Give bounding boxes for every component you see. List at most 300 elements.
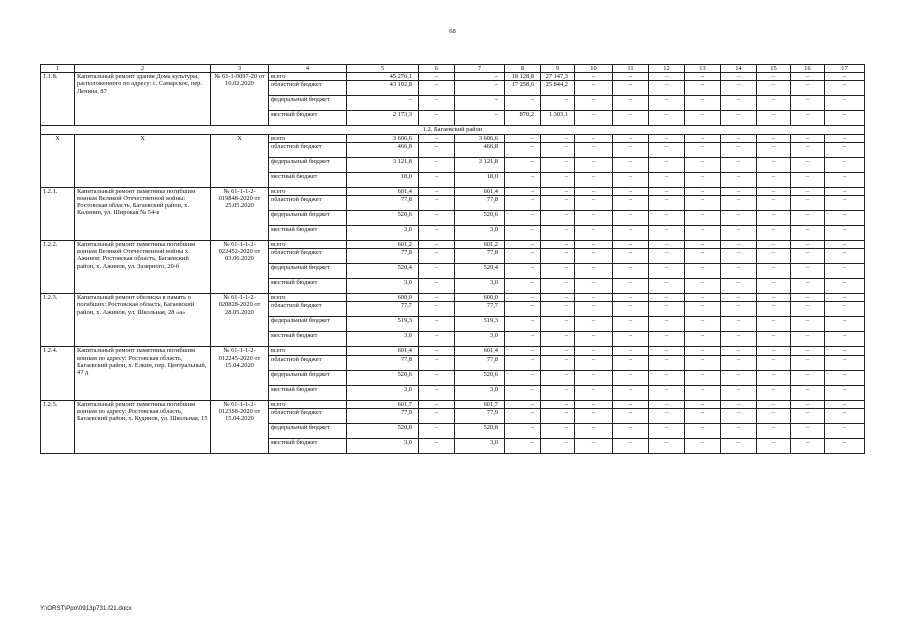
column-number: 5 (347, 65, 419, 73)
value-total: 601,4 (347, 187, 419, 195)
value-col11: – (613, 142, 649, 157)
column-number: 14 (721, 65, 757, 73)
value-col10: – (575, 438, 613, 453)
value-col13: – (685, 355, 721, 370)
value-col13: – (685, 157, 721, 172)
value-col11: – (613, 332, 649, 347)
column-number: 15 (757, 65, 791, 73)
value-col12: – (649, 134, 685, 142)
value-col9: – (541, 157, 575, 172)
value-col11: – (613, 172, 649, 187)
value-col15: – (757, 73, 791, 81)
value-col12: – (649, 157, 685, 172)
value-col14: – (721, 142, 757, 157)
value-col13: – (685, 370, 721, 385)
value-col16: – (791, 226, 825, 241)
value-col12: – (649, 172, 685, 187)
value-col8: – (505, 172, 541, 187)
funding-source: областной бюджет (269, 302, 347, 317)
value-col14: – (721, 302, 757, 317)
value-col10: – (575, 423, 613, 438)
value-col11: – (613, 264, 649, 279)
value-col7: 519,3 (455, 317, 505, 332)
value-col7: 3 121,8 (455, 157, 505, 172)
value-col17: – (825, 111, 865, 126)
value-col17: – (825, 249, 865, 264)
column-number: 10 (575, 65, 613, 73)
object-name: Капитальный ремонт памятника погибшим воинам Великой Отечественной войны: Ростовская область, Багаевский район, х. Калинин, ул. Широкая № 54-в (75, 187, 211, 240)
value-col6: – (419, 355, 455, 370)
value-col7: – (455, 73, 505, 81)
value-col6: – (419, 249, 455, 264)
funding-source: местный бюджет (269, 172, 347, 187)
value-col10: – (575, 302, 613, 317)
table-row (41, 241, 865, 249)
value-col11: – (613, 73, 649, 81)
value-col15: – (757, 423, 791, 438)
value-col13: – (685, 438, 721, 453)
value-col11: – (613, 81, 649, 96)
column-number: 4 (269, 65, 347, 73)
value-col15: – (757, 211, 791, 226)
object-name: Капитальный ремонт памятника погибшим воинам Великой Отечественной войны х. Ажинов: Ростовская область, Багаевский район, х. Ажинов, ул. Зазярного, 20-б (75, 241, 211, 294)
value-col6: – (419, 438, 455, 453)
value-col13: – (685, 423, 721, 438)
value-col15: – (757, 400, 791, 408)
value-col10: – (575, 211, 613, 226)
column-number: 1 (41, 65, 75, 73)
value-col15: – (757, 142, 791, 157)
value-col9: – (541, 423, 575, 438)
value-col6: – (419, 157, 455, 172)
value-total: 601,7 (347, 400, 419, 408)
value-col12: – (649, 332, 685, 347)
funding-source: областной бюджет (269, 355, 347, 370)
value-col13: – (685, 332, 721, 347)
value-col16: – (791, 187, 825, 195)
value-col9: – (541, 408, 575, 423)
value-col13: – (685, 294, 721, 302)
value-col9: – (541, 294, 575, 302)
item-number: 1.2.4. (41, 347, 75, 400)
funding-source: федеральный бюджет (269, 370, 347, 385)
value-col17: – (825, 347, 865, 355)
value-col7: – (455, 96, 505, 111)
value-col16: – (791, 279, 825, 294)
funding-source: местный бюджет (269, 385, 347, 400)
value-col17: – (825, 96, 865, 111)
value-col12: – (649, 423, 685, 438)
value-col17: – (825, 370, 865, 385)
value-col12: – (649, 81, 685, 96)
value-col15: – (757, 317, 791, 332)
value-col16: – (791, 400, 825, 408)
funding-source: местный бюджет (269, 226, 347, 241)
value-col17: – (825, 142, 865, 157)
value-col15: – (757, 294, 791, 302)
value-col10: – (575, 187, 613, 195)
value-col9: – (541, 134, 575, 142)
value-col10: – (575, 73, 613, 81)
column-number: 8 (505, 65, 541, 73)
value-col10: – (575, 96, 613, 111)
value-col6: – (419, 279, 455, 294)
value-col15: – (757, 347, 791, 355)
object-name: Капитальный ремонт памятника погибшим воинам по адресу: Ростовская область, Багаевский район, х. Елкин, пер. Центральный, 47 д (75, 347, 211, 400)
value-col13: – (685, 142, 721, 157)
value-col12: – (649, 400, 685, 408)
value-col14: – (721, 400, 757, 408)
value-col17: – (825, 226, 865, 241)
value-col8: – (505, 96, 541, 111)
expertise-doc: № 61-1-1-2-022452-2020 от 03.06.2020 (211, 241, 269, 294)
value-col7: 520,4 (455, 264, 505, 279)
value-col8: – (505, 355, 541, 370)
page-number: 68 (449, 28, 456, 35)
value-col11: – (613, 347, 649, 355)
value-col10: – (575, 370, 613, 385)
value-col13: – (685, 73, 721, 81)
value-col8: – (505, 332, 541, 347)
value-col16: – (791, 172, 825, 187)
value-col7: 520,8 (455, 423, 505, 438)
value-col8: 18 128,8 (505, 73, 541, 81)
value-col15: – (757, 241, 791, 249)
value-col15: – (757, 332, 791, 347)
value-col7: 601,4 (455, 347, 505, 355)
value-col16: – (791, 196, 825, 211)
value-col12: – (649, 385, 685, 400)
value-col8: – (505, 438, 541, 453)
value-col8: – (505, 157, 541, 172)
value-col10: – (575, 400, 613, 408)
table-body (41, 65, 865, 454)
value-col10: – (575, 332, 613, 347)
value-col11: – (613, 423, 649, 438)
value-col17: – (825, 157, 865, 172)
value-col8: – (505, 408, 541, 423)
value-col15: – (757, 249, 791, 264)
value-col13: – (685, 400, 721, 408)
object-name: Капитальный ремонт обелиска в память о погибших: Ростовская область, Багаевский район, х. Ажинов, ул. Школьная, 28 «а» (75, 294, 211, 347)
value-col16: – (791, 408, 825, 423)
value-col12: – (649, 317, 685, 332)
value-col9: 1 303,1 (541, 111, 575, 126)
expertise-doc: № 61-1-1-2-019848-2020 от 25.05.2020 (211, 187, 269, 240)
value-col10: – (575, 249, 613, 264)
value-col14: – (721, 196, 757, 211)
funding-source: местный бюджет (269, 438, 347, 453)
value-col16: – (791, 264, 825, 279)
value-col14: – (721, 317, 757, 332)
value-col9: – (541, 241, 575, 249)
value-col15: – (757, 111, 791, 126)
expertise-doc: № 61-1-0097-20 от 10.02.2020 (211, 73, 269, 126)
header-row (41, 65, 865, 73)
value-col14: – (721, 438, 757, 453)
funding-source: местный бюджет (269, 332, 347, 347)
funding-source: всего (269, 187, 347, 195)
value-col12: – (649, 302, 685, 317)
value-total: 601,4 (347, 347, 419, 355)
value-col13: – (685, 347, 721, 355)
value-col12: – (649, 96, 685, 111)
value-col10: – (575, 355, 613, 370)
value-total: 519,3 (347, 317, 419, 332)
value-col9: – (541, 385, 575, 400)
value-col17: – (825, 264, 865, 279)
value-col7: 601,4 (455, 187, 505, 195)
value-col16: – (791, 370, 825, 385)
value-col9: – (541, 347, 575, 355)
value-col9: – (541, 211, 575, 226)
value-col11: – (613, 400, 649, 408)
value-col10: – (575, 196, 613, 211)
value-col11: – (613, 196, 649, 211)
value-col16: – (791, 142, 825, 157)
value-col17: – (825, 241, 865, 249)
value-col14: – (721, 211, 757, 226)
funding-source: федеральный бюджет (269, 423, 347, 438)
value-col14: – (721, 226, 757, 241)
value-col13: – (685, 249, 721, 264)
value-col16: – (791, 96, 825, 111)
value-col9: – (541, 187, 575, 195)
value-total: 520,8 (347, 423, 419, 438)
value-col8: – (505, 385, 541, 400)
funding-source: областной бюджет (269, 408, 347, 423)
value-col16: – (791, 438, 825, 453)
value-col15: – (757, 264, 791, 279)
value-total: 520,4 (347, 264, 419, 279)
value-col11: – (613, 187, 649, 195)
value-col9: – (541, 438, 575, 453)
value-col12: – (649, 264, 685, 279)
value-total: 466,8 (347, 142, 419, 157)
value-col7: 77,9 (455, 408, 505, 423)
value-col11: – (613, 96, 649, 111)
value-col15: – (757, 438, 791, 453)
value-col13: – (685, 81, 721, 96)
value-col16: – (791, 73, 825, 81)
value-col7: 520,6 (455, 370, 505, 385)
value-col13: – (685, 172, 721, 187)
value-col7: – (455, 81, 505, 96)
value-col12: – (649, 226, 685, 241)
value-col14: – (721, 355, 757, 370)
value-total: 600,0 (347, 294, 419, 302)
value-col17: – (825, 187, 865, 195)
value-col10: – (575, 347, 613, 355)
value-total: 77,8 (347, 249, 419, 264)
value-col17: – (825, 211, 865, 226)
value-col10: – (575, 279, 613, 294)
value-col15: – (757, 408, 791, 423)
value-col8: – (505, 347, 541, 355)
value-total: – (347, 96, 419, 111)
column-number: 11 (613, 65, 649, 73)
value-col8: – (505, 211, 541, 226)
value-col6: – (419, 172, 455, 187)
value-col16: – (791, 347, 825, 355)
value-col13: – (685, 317, 721, 332)
value-col7: – (455, 111, 505, 126)
table-row (41, 73, 865, 81)
value-col14: – (721, 347, 757, 355)
value-col14: – (721, 370, 757, 385)
value-total: 77,8 (347, 355, 419, 370)
value-col10: – (575, 81, 613, 96)
column-number: 9 (541, 65, 575, 73)
value-total: 3,0 (347, 332, 419, 347)
value-col9: – (541, 172, 575, 187)
value-col13: – (685, 96, 721, 111)
item-number: 1.2.1. (41, 187, 75, 240)
value-col6: – (419, 347, 455, 355)
value-col17: – (825, 400, 865, 408)
value-total: 3 606,6 (347, 134, 419, 142)
value-col7: 600,0 (455, 294, 505, 302)
value-col15: – (757, 81, 791, 96)
value-col10: – (575, 157, 613, 172)
value-col10: – (575, 294, 613, 302)
value-col12: – (649, 187, 685, 195)
value-total: 77,9 (347, 408, 419, 423)
value-col16: – (791, 294, 825, 302)
value-col13: – (685, 111, 721, 126)
value-col8: – (505, 279, 541, 294)
column-number: 17 (825, 65, 865, 73)
value-col15: – (757, 385, 791, 400)
funding-source: областной бюджет (269, 196, 347, 211)
column-number: 12 (649, 65, 685, 73)
value-col7: 18,0 (455, 172, 505, 187)
value-col14: – (721, 187, 757, 195)
value-col7: 601,7 (455, 400, 505, 408)
value-col6: – (419, 294, 455, 302)
value-col15: – (757, 187, 791, 195)
value-col13: – (685, 385, 721, 400)
value-col6: – (419, 211, 455, 226)
value-col6: – (419, 241, 455, 249)
value-col6: – (419, 96, 455, 111)
object-name: Капитальный ремонт здания Дома культуры, расположенного по адресу: с. Самарское, пер. Ленина, 87 (75, 73, 211, 126)
value-col11: – (613, 385, 649, 400)
value-col13: – (685, 134, 721, 142)
value-col6: – (419, 73, 455, 81)
value-col11: – (613, 157, 649, 172)
value-total: 77,7 (347, 302, 419, 317)
value-col12: – (649, 111, 685, 126)
value-col9: – (541, 302, 575, 317)
value-col16: – (791, 241, 825, 249)
funding-source: всего (269, 294, 347, 302)
value-col6: – (419, 264, 455, 279)
value-col14: – (721, 134, 757, 142)
value-col15: – (757, 134, 791, 142)
value-col14: – (721, 73, 757, 81)
value-col15: – (757, 96, 791, 111)
value-col13: – (685, 187, 721, 195)
value-col14: – (721, 249, 757, 264)
value-col12: – (649, 279, 685, 294)
value-col6: – (419, 332, 455, 347)
value-col9: – (541, 317, 575, 332)
funding-source: федеральный бюджет (269, 96, 347, 111)
value-col6: – (419, 134, 455, 142)
value-col9: 25 844,2 (541, 81, 575, 96)
value-col8: – (505, 241, 541, 249)
value-col16: – (791, 81, 825, 96)
value-col17: – (825, 408, 865, 423)
funding-source: федеральный бюджет (269, 264, 347, 279)
funding-source: федеральный бюджет (269, 157, 347, 172)
value-col9: – (541, 370, 575, 385)
funding-source: всего (269, 400, 347, 408)
table-row (41, 134, 865, 142)
value-col8: – (505, 196, 541, 211)
value-col8: – (505, 423, 541, 438)
value-col7: 3,0 (455, 332, 505, 347)
value-col6: – (419, 370, 455, 385)
value-col14: – (721, 111, 757, 126)
value-col11: – (613, 370, 649, 385)
item-number: 1.2.5. (41, 400, 75, 453)
value-col9: – (541, 249, 575, 264)
funding-source: федеральный бюджет (269, 211, 347, 226)
value-col17: – (825, 81, 865, 96)
funding-source: всего (269, 241, 347, 249)
value-col9: 27 147,3 (541, 73, 575, 81)
value-col8: – (505, 226, 541, 241)
value-col11: – (613, 317, 649, 332)
value-col13: – (685, 196, 721, 211)
value-col12: – (649, 196, 685, 211)
column-number: 2 (75, 65, 211, 73)
item-number: 1.2.3. (41, 294, 75, 347)
value-col8: 17 258,6 (505, 81, 541, 96)
value-col6: – (419, 302, 455, 317)
value-col7: 3,0 (455, 226, 505, 241)
funding-source: всего (269, 134, 347, 142)
funding-source: федеральный бюджет (269, 317, 347, 332)
value-col8: – (505, 317, 541, 332)
value-col8: – (505, 370, 541, 385)
value-col13: – (685, 264, 721, 279)
value-col10: – (575, 408, 613, 423)
funding-source: всего (269, 73, 347, 81)
value-col7: 601,2 (455, 241, 505, 249)
value-col7: 3,0 (455, 385, 505, 400)
column-number: 6 (419, 65, 455, 73)
value-col10: – (575, 134, 613, 142)
value-col7: 77,8 (455, 249, 505, 264)
value-col6: – (419, 111, 455, 126)
budget-table (40, 64, 865, 454)
value-col12: – (649, 355, 685, 370)
expertise-doc: № 61-1-1-2-012358-2020 от 15.04.2020 (211, 400, 269, 453)
value-col7: 77,8 (455, 196, 505, 211)
funding-source: областной бюджет (269, 142, 347, 157)
value-col10: – (575, 241, 613, 249)
value-col16: – (791, 249, 825, 264)
value-col10: – (575, 385, 613, 400)
value-col12: – (649, 294, 685, 302)
value-col11: – (613, 241, 649, 249)
value-col6: – (419, 408, 455, 423)
value-col12: – (649, 249, 685, 264)
value-col8: – (505, 400, 541, 408)
